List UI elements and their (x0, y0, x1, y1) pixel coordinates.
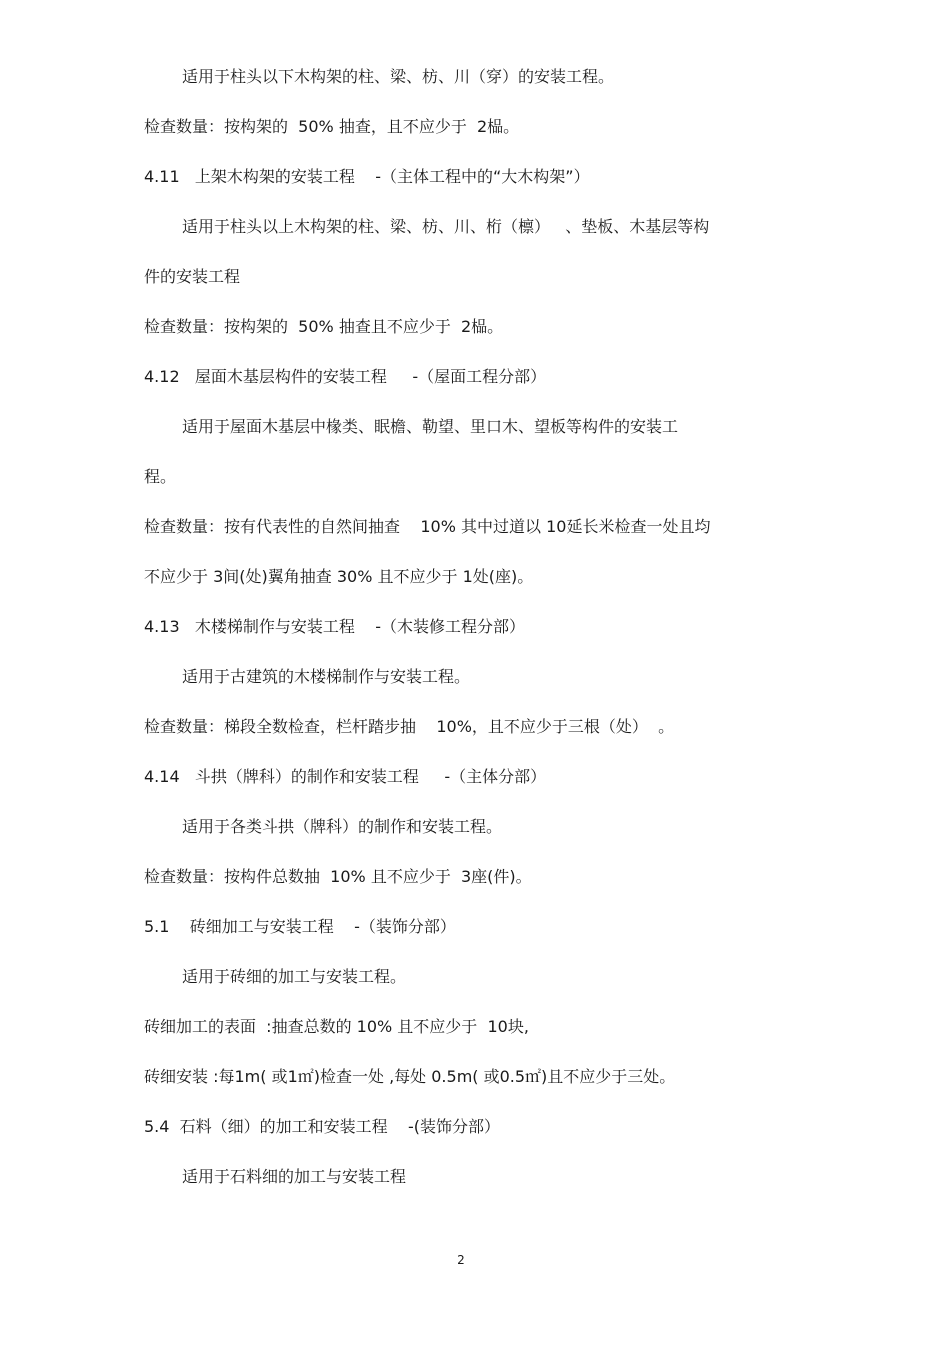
page-number: 2 (457, 1253, 465, 1267)
paragraph-line: 检查数量：梯段全数检查，栏杆踏步抽 10%，且不应少于三根（处） 。 (144, 717, 675, 736)
paragraph-line: 件的安装工程 (144, 267, 241, 286)
paragraph-line: 适用于柱头以下木构架的柱、梁、枋、川（穿）的安装工程。 (182, 67, 615, 86)
paragraph-line: 砖细安装 :每1m( 或1㎡)检查一处 ,每处 0.5m( 或0.5㎡)且不应少于三处。 (144, 1067, 676, 1086)
section-heading: 4.14 斗拱（牌科）的制作和安装工程 -（主体分部） (144, 767, 547, 786)
paragraph-line: 适用于古建筑的木楼梯制作与安装工程。 (182, 667, 471, 686)
section-heading: 4.12 屋面木基层构件的安装工程 -（屋面工程分部） (144, 367, 547, 386)
paragraph-line: 检查数量：按有代表性的自然间抽查 10% 其中过道以 10延长米检查一处且均 (144, 517, 711, 536)
section-heading: 4.13 木楼梯制作与安装工程 -（木装修工程分部） (144, 617, 526, 636)
paragraph-line: 不应少于 3间(处)翼角抽查 30% 且不应少于 1处(座)。 (144, 567, 534, 586)
paragraph-line: 适用于各类斗拱（牌科）的制作和安装工程。 (182, 817, 503, 836)
section-heading: 4.11 上架木构架的安装工程 -（主体工程中的“大木构架”） (144, 167, 590, 186)
paragraph-line: 程。 (144, 467, 177, 486)
paragraph-line: 适用于柱头以上木构架的柱、梁、枋、川、桁（檩） 、垫板、木基层等构 (182, 217, 710, 236)
paragraph-line: 砖细加工的表面 :抽查总数的 10% 且不应少于 10块, (144, 1017, 529, 1036)
section-heading: 5.1 砖细加工与安装工程 -（装饰分部） (144, 917, 456, 936)
paragraph-line: 适用于屋面木基层中椽类、眠檐、勒望、里口木、望板等构件的安装工 (182, 417, 679, 436)
paragraph-line: 适用于石料细的加工与安装工程 (182, 1167, 407, 1186)
paragraph-line: 检查数量：按构架的 50% 抽查，且不应少于 2榀。 (144, 117, 520, 136)
paragraph-line: 检查数量：按构架的 50% 抽查且不应少于 2榀。 (144, 317, 504, 336)
section-heading: 5.4 石料（细）的加工和安装工程 -(装饰分部） (144, 1117, 500, 1136)
paragraph-line: 检查数量：按构件总数抽 10% 且不应少于 3座(件)。 (144, 867, 532, 886)
paragraph-line: 适用于砖细的加工与安装工程。 (182, 967, 407, 986)
